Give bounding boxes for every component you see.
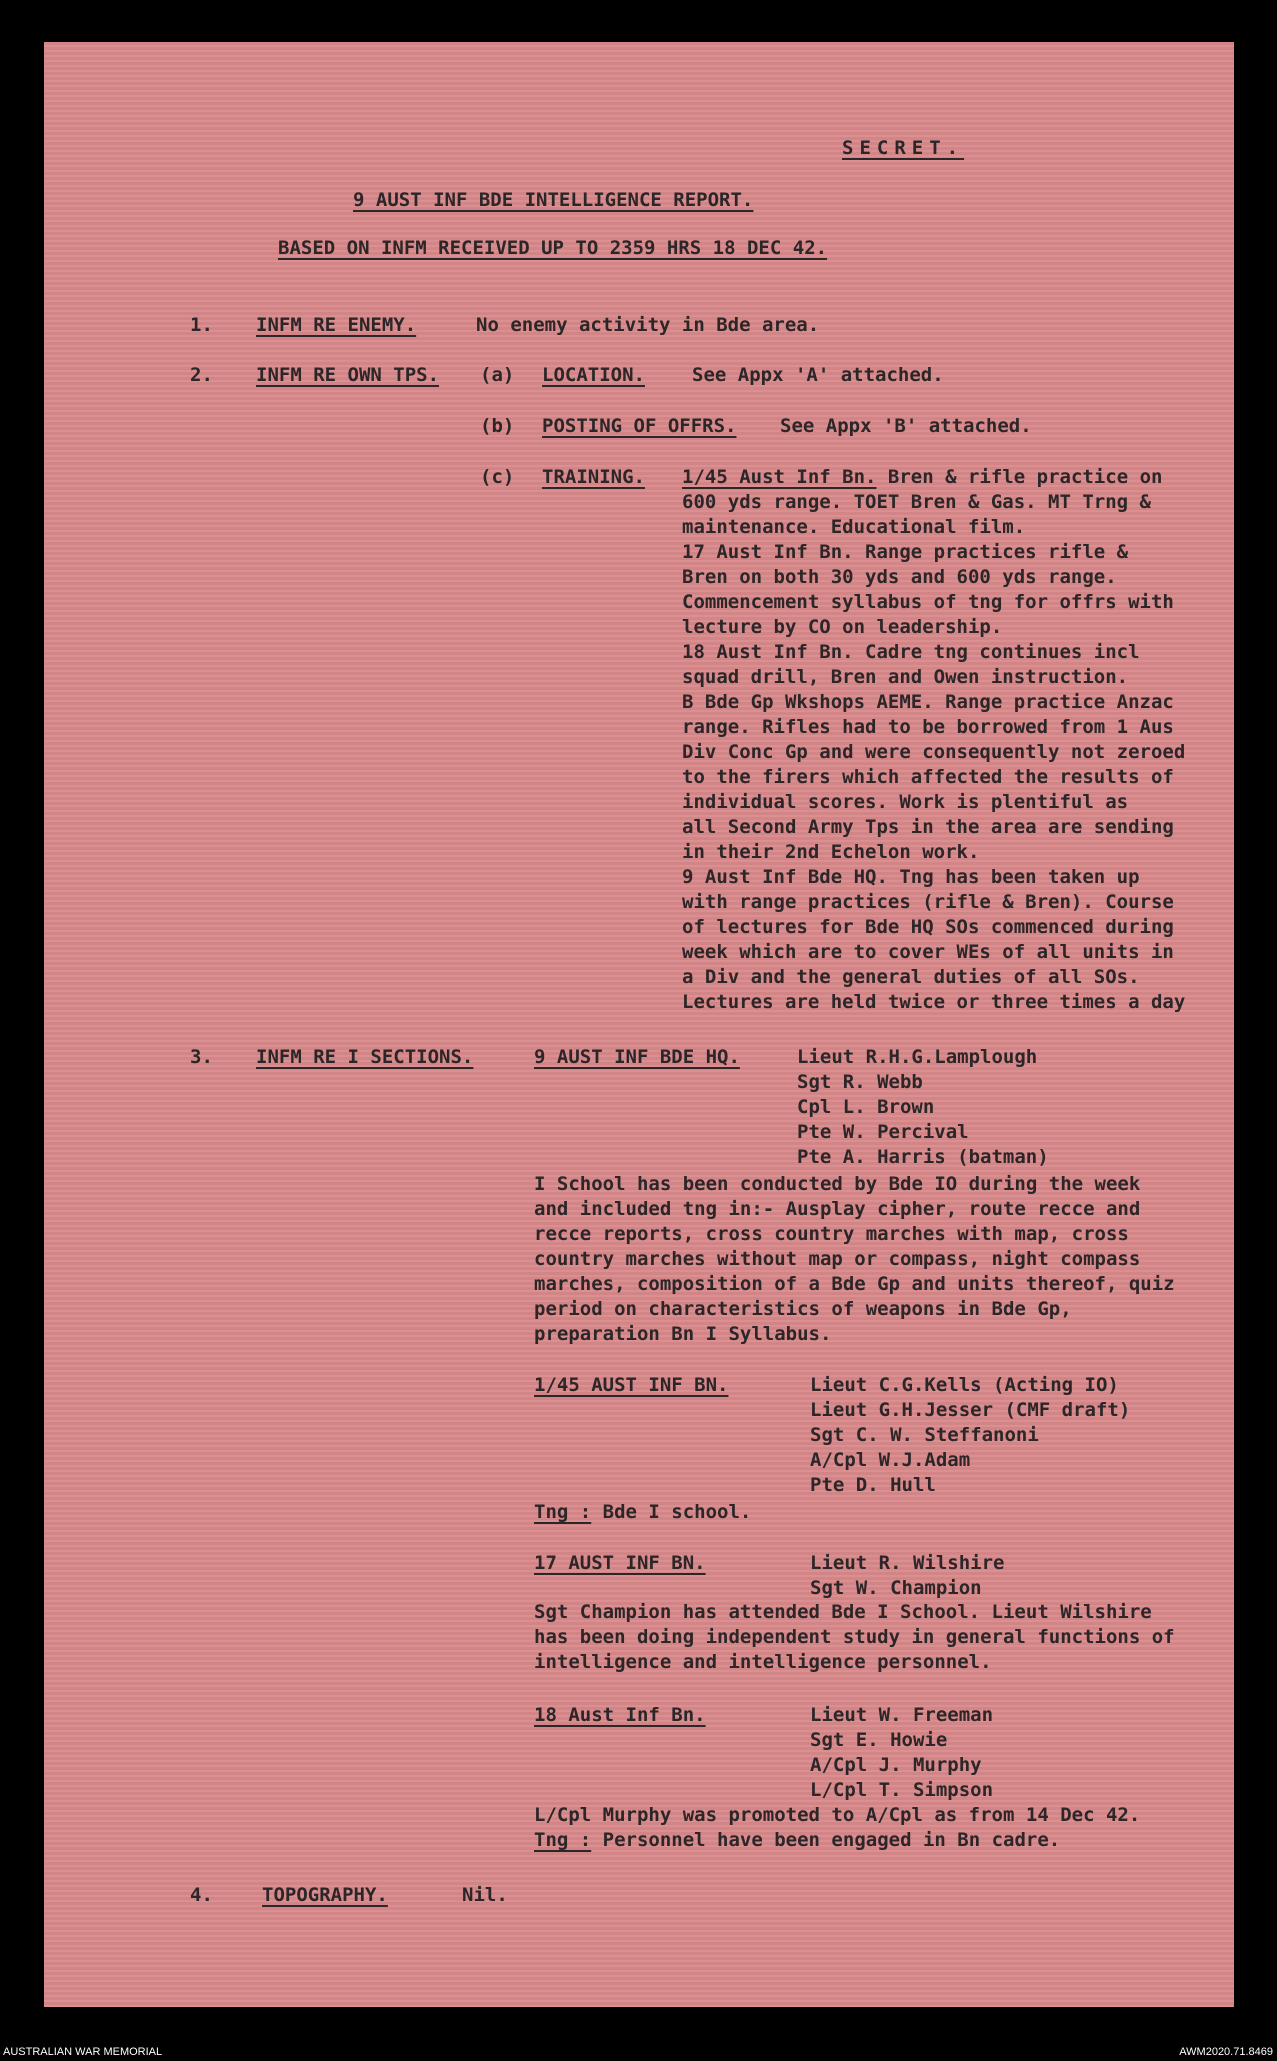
section-2-heading: INFM RE OWN TPS.	[256, 364, 440, 386]
section-2a-heading: LOCATION.	[542, 364, 645, 386]
bn-17-personnel	[810, 1551, 1004, 1601]
personnel-entry: Pte W. Percival	[797, 1121, 969, 1143]
training-line: all Second Army Tps in the area are sending	[682, 816, 1174, 838]
section-2b-label: (b)	[480, 415, 515, 437]
bn-17-paragraph	[534, 1600, 1175, 1675]
training-line: 9 Aust Inf Bde HQ. Tng has been taken up	[682, 866, 1140, 888]
section-2b-heading: POSTING OF OFFRS.	[542, 415, 737, 437]
training-line: a Div and the general duties of all SOs.	[682, 966, 1140, 988]
paragraph-line: recce reports, cross country marches with map, cross	[534, 1223, 1129, 1245]
personnel-entry: Cpl L. Brown	[797, 1096, 935, 1118]
bn-145-heading: 1/45 AUST INF BN.	[534, 1374, 729, 1396]
paragraph-line: intelligence and intelligence personnel.	[534, 1651, 992, 1673]
personnel-entry: Lieut W. Freeman	[810, 1704, 994, 1726]
archive-reference: AWM2020.71.8469	[1179, 2046, 1273, 2058]
bn-145-training	[534, 1500, 751, 1524]
tng-label: Tng :	[534, 1501, 592, 1523]
training-line: of lectures for Bde HQ SOs commenced during	[682, 916, 1174, 938]
section-3-heading: INFM RE I SECTIONS.	[256, 1046, 474, 1068]
bn-18-text: L/Cpl Murphy was promoted to A/Cpl as from 14 Dec 42.	[534, 1804, 1141, 1826]
section-2-number: 2.	[190, 364, 213, 386]
training-line: Commencement syllabus of tng for offrs with	[682, 591, 1174, 613]
training-first-line	[682, 465, 1162, 489]
bde-hq-paragraph	[534, 1172, 1175, 1347]
bde-hq-personnel	[797, 1045, 1049, 1170]
personnel-entry: Sgt C. W. Steffanoni	[810, 1424, 1039, 1446]
report-title: 9 AUST INF BDE INTELLIGENCE REPORT.	[353, 189, 754, 211]
paragraph-line: marches, composition of a Bde Gp and units thereof, quiz	[534, 1273, 1175, 1295]
training-line: with range practices (rifle & Bren). Course	[682, 891, 1174, 913]
personnel-entry: Lieut C.G.Kells (Acting IO)	[810, 1374, 1119, 1396]
tng-text: Personnel have been engaged in Bn cadre.	[602, 1829, 1061, 1851]
paragraph-line: preparation Bn I Syllabus.	[534, 1323, 832, 1345]
training-unit-name: 1/45 Aust Inf Bn.	[682, 466, 877, 488]
section-4-text: Nil.	[462, 1884, 508, 1906]
paragraph-line: has been doing independent study in general functions of	[534, 1626, 1175, 1648]
bn-18-personnel	[810, 1703, 993, 1803]
training-line: individual scores. Work is plentiful as	[682, 791, 1129, 813]
personnel-entry: Sgt E. Howie	[810, 1729, 948, 1751]
training-line: Lectures are held twice or three times a day	[682, 991, 1186, 1013]
personnel-entry: Sgt W. Champion	[810, 1577, 982, 1599]
training-line: 18 Aust Inf Bn. Cadre tng continues incl	[682, 641, 1140, 663]
training-line: maintenance. Educational film.	[682, 516, 1026, 538]
training-line: squad drill, Bren and Owen instruction.	[682, 666, 1129, 688]
personnel-entry: Sgt R. Webb	[797, 1071, 923, 1093]
section-2a-text: See Appx 'A' attached.	[692, 364, 944, 386]
personnel-entry: A/Cpl W.J.Adam	[810, 1449, 971, 1471]
section-4-number: 4.	[190, 1884, 213, 1906]
paragraph-line: and included tng in:- Ausplay cipher, route recce and	[534, 1198, 1141, 1220]
paragraph-line: I School has been conducted by Bde IO during the week	[534, 1173, 1141, 1195]
personnel-entry: Lieut R.H.G.Lamplough	[797, 1046, 1038, 1068]
section-1-number: 1.	[190, 314, 213, 336]
archive-credit: AUSTRALIAN WAR MEMORIAL	[3, 2046, 163, 2058]
training-line: in their 2nd Echelon work.	[682, 841, 980, 863]
bn-145-personnel	[810, 1373, 1130, 1498]
section-1-heading: INFM RE ENEMY.	[256, 314, 417, 336]
personnel-entry: L/Cpl T. Simpson	[810, 1779, 994, 1801]
section-3-number: 3.	[190, 1046, 213, 1068]
training-line: Bren on both 30 yds and 600 yds range.	[682, 566, 1117, 588]
paragraph-line: period on characteristics of weapons in Bde Gp,	[534, 1298, 1072, 1320]
bn-18-training	[534, 1828, 1060, 1852]
training-paragraph	[682, 490, 1185, 1015]
tng-text: Bde I school.	[602, 1501, 752, 1523]
personnel-entry: Pte A. Harris (batman)	[797, 1146, 1049, 1168]
personnel-entry: Lieut R. Wilshire	[810, 1552, 1005, 1574]
classification-marking: SECRET.	[842, 137, 965, 159]
section-2c-label: (c)	[480, 466, 515, 488]
paragraph-line: Sgt Champion has attended Bde I School. Lieut Wilshire	[534, 1601, 1152, 1623]
personnel-entry: A/Cpl J. Murphy	[810, 1754, 982, 1776]
training-line: B Bde Gp Wkshops AEME. Range practice Anzac	[682, 691, 1174, 713]
section-1-text: No enemy activity in Bde area.	[476, 314, 820, 336]
training-line: 17 Aust Inf Bn. Range practices rifle &	[682, 541, 1129, 563]
bn-18-heading: 18 Aust Inf Bn.	[534, 1704, 706, 1726]
section-2a-label: (a)	[480, 364, 515, 386]
section-2c-heading: TRAINING.	[542, 466, 645, 488]
training-line: range. Rifles had to be borrowed from 1 Aus	[682, 716, 1174, 738]
section-2b-text: See Appx 'B' attached.	[780, 415, 1032, 437]
training-line: lecture by CO on leadership.	[682, 616, 1003, 638]
tng-label: Tng :	[534, 1829, 592, 1851]
training-first-text: Bren & rifle practice on	[887, 466, 1163, 488]
personnel-entry: Lieut G.H.Jesser (CMF draft)	[810, 1399, 1131, 1421]
section-4-heading: TOPOGRAPHY.	[262, 1884, 388, 1906]
bn-17-heading: 17 AUST INF BN.	[534, 1552, 706, 1574]
training-line: 600 yds range. TOET Bren & Gas. MT Trng &	[682, 491, 1151, 513]
paragraph-line: country marches without map or compass, night compass	[534, 1248, 1141, 1270]
training-line: Div Conc Gp and were consequently not zeroed	[682, 741, 1186, 763]
training-line: week which are to cover WEs of all units in	[682, 941, 1174, 963]
training-line: to the firers which affected the results of	[682, 766, 1174, 788]
report-subtitle: BASED ON INFM RECEIVED UP TO 2359 HRS 18 DEC 42.	[278, 237, 828, 259]
personnel-entry: Pte D. Hull	[810, 1474, 936, 1496]
bde-hq-heading: 9 AUST INF BDE HQ.	[534, 1046, 740, 1068]
